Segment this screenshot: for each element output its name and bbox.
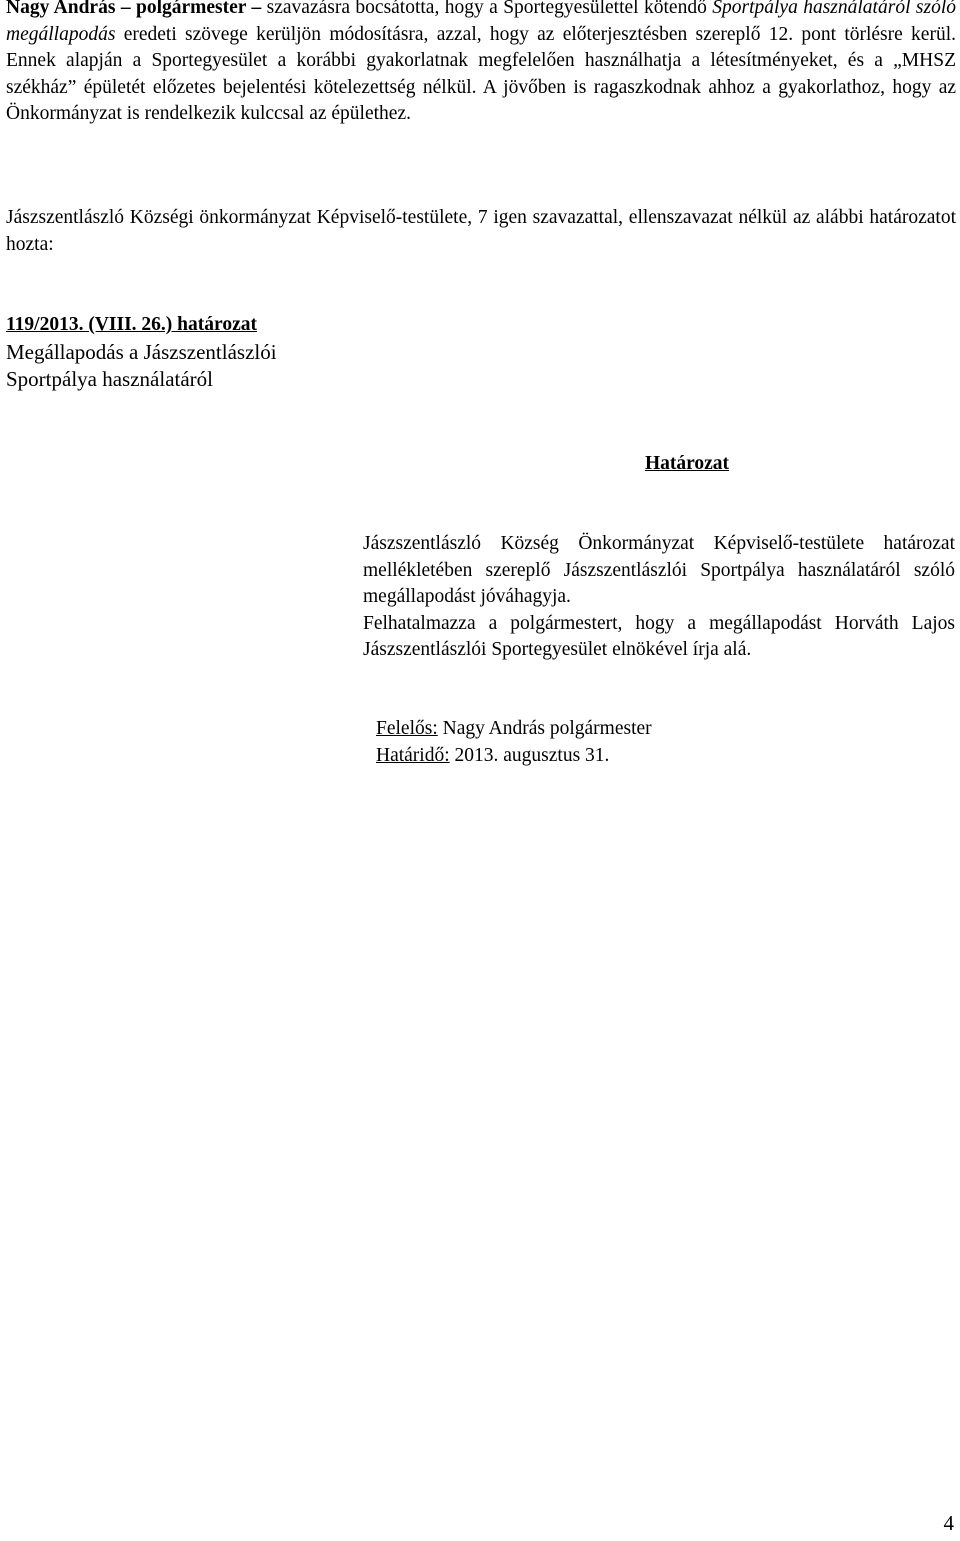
deadline-line — [376, 743, 609, 770]
deadline-label: Határidő: — [376, 745, 450, 766]
responsible-line — [376, 716, 652, 743]
intro-text-1: szavazásra bocsátotta, hogy a Sportegyesülettel kötendő — [261, 0, 713, 18]
resolution-body-authorization: Felhatalmazza a polgármestert, hogy a megállapodást Horváth Lajos Jászszentlászlói Sportegyesület elnökével írja alá. — [363, 612, 955, 660]
resolution-title-line-2: Sportpálya használatáról — [6, 367, 214, 391]
speaker-name: Nagy András – polgármester – — [6, 0, 262, 18]
responsible-value: Nagy András polgármester — [437, 718, 652, 739]
agreement-title: Sportpálya használatáról szóló megállapodás — [6, 0, 956, 45]
resolution-body-approval: Jászszentlászló Község Önkormányzat Képviselő-testülete határozat mellékletében szereplő Jászszentlászlói Sportpálya használatáról szóló megállapodást jóváhagyja. — [363, 533, 955, 607]
vote-paragraph: Jászszentlászló Községi önkormányzat Képviselő-testülete, 7 igen szavazattal, ellenszavazat nélkül az alábbi határozatot hozta: — [6, 207, 956, 255]
resolution-heading: Határozat — [644, 453, 730, 474]
resolution-number: 119/2013. (VIII. 26.) határozat — [6, 314, 257, 335]
resolution-title-line-1: Megállapodás a Jászszentlászlói — [6, 340, 277, 364]
resolution-body — [363, 531, 955, 664]
page-number: 4 — [943, 1511, 954, 1535]
intro-paragraph — [6, 0, 956, 128]
intro-text-2: eredeti szövege kerüljön módosításra, azzal, hogy az előterjesztésben szereplő 12. pont törlésre kerül. Ennek alapján a Sportegyesület a korábbi gyakorlatnak megfelelően használhatja a létesítményeket, és a „MHSZ székház” épületét előzetes bejelentési kötelezettség nélkül. A jövőben is ragaszkodnak ahhoz a gyakorlathoz, hogy az Önkormányzat is rendelkezik kulccsal az épülethez. — [6, 23, 956, 124]
deadline-value: 2013. augusztus 31. — [449, 745, 610, 766]
responsible-label: Felelős: — [376, 718, 438, 739]
